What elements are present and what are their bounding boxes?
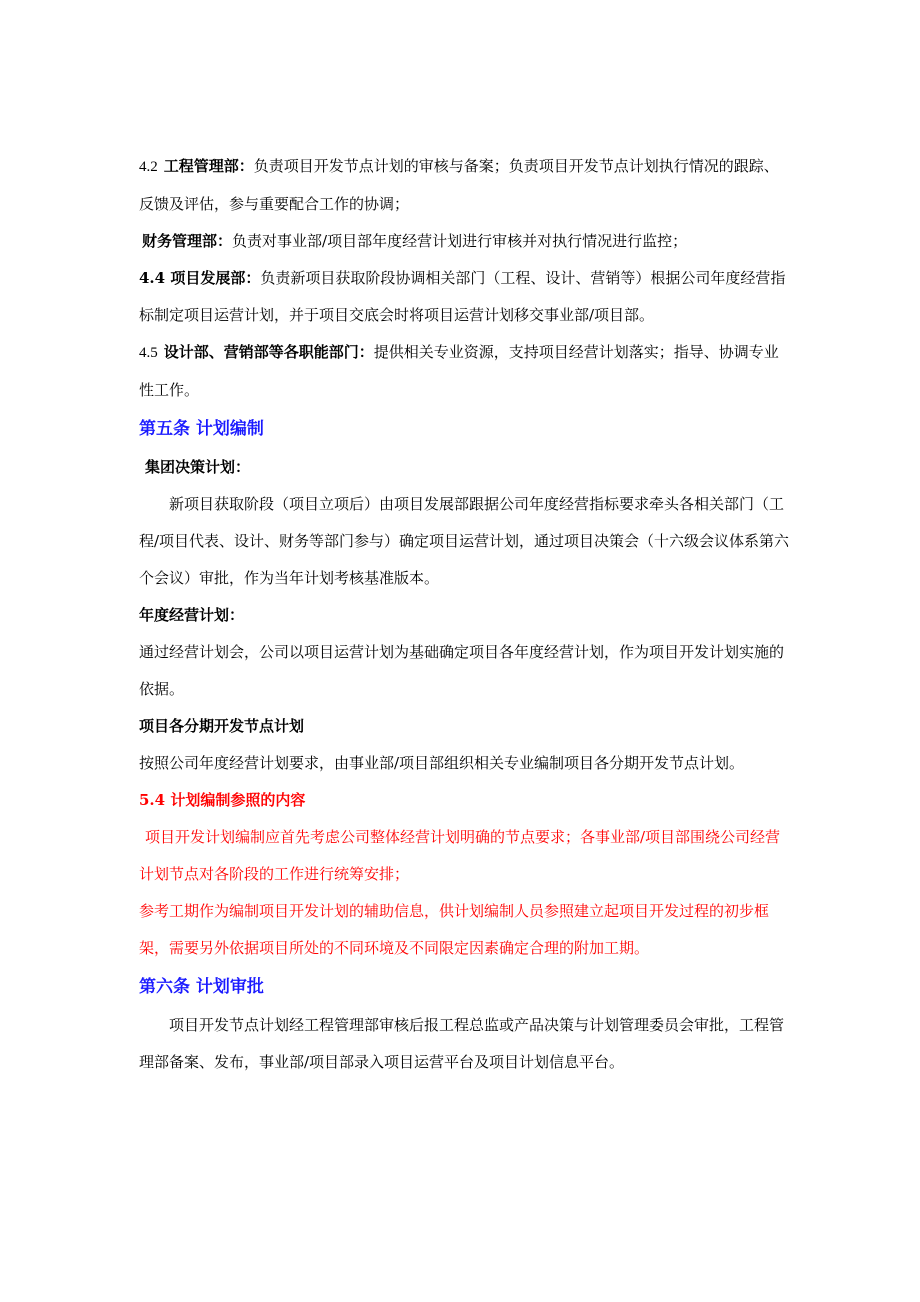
section-label: 工程管理部： xyxy=(163,157,254,175)
section-label: 财务管理部： xyxy=(142,232,233,250)
group-plan-label: 集团决策计划： xyxy=(145,458,251,476)
section-5-4-title: 5.4 计划编制参照的内容 xyxy=(139,791,306,809)
section-text: 提供相关专业资源，支持项目经营计划落实；指导、协调专业性工作。 xyxy=(139,343,779,399)
section-4-2 xyxy=(139,148,791,223)
section-4-5 xyxy=(139,334,791,409)
section-label: 4.4 项目发展部： xyxy=(139,269,261,287)
article-6-text: 项目开发节点计划经工程管理部审核后报工程总监或产品决策与计划管理委员会审批，工程管理部备案、发布，事业部/项目部录入项目运营平台及项目计划信息平台。 xyxy=(139,1016,785,1071)
section-label: 设计部、营销部等各职能部门： xyxy=(163,343,374,361)
section-text: 负责新项目获取阶段协调相关部门（工程、设计、营销等）根据公司年度经营指标制定项目运营计划，并于项目交底会时将项目运营计划移交事业部/项目部。 xyxy=(139,269,786,324)
annual-plan-label: 年度经营计划： xyxy=(139,606,245,624)
annual-plan-text: 通过经营计划会，公司以项目运营计划为基础确定项目各年度经营计划，作为项目开发计划实施的依据。 xyxy=(139,643,785,698)
article-6-title: 第六条 计划审批 xyxy=(139,977,264,997)
section-4-3 xyxy=(139,223,791,260)
section-number: 4.2 xyxy=(139,159,158,175)
stage-plan-text: 按照公司年度经营计划要求，由事业部/项目部组织相关专业编制项目各分期开发节点计划。 xyxy=(139,754,745,772)
section-5-4-para-1: 项目开发计划编制应首先考虑公司整体经营计划明确的节点要求；各事业部/项目部围绕公司经营计划节点对各阶段的工作进行统筹安排； xyxy=(139,828,781,883)
section-text: 负责项目开发节点计划的审核与备案；负责项目开发节点计划执行情况的跟踪、反馈及评估，参与重要配合工作的协调； xyxy=(139,157,779,213)
section-text: 负责对事业部/项目部年度经营计划进行审核并对执行情况进行监控； xyxy=(232,232,688,250)
section-number: 4.5 xyxy=(139,345,158,361)
section-5-4-para-2: 参考工期作为编制项目开发计划的辅助信息，供计划编制人员参照建立起项目开发过程的初步框架，需要另外依据项目所处的不同环境及不同限定因素确定合理的附加工期。 xyxy=(139,902,770,957)
article-5-title: 第五条 计划编制 xyxy=(139,419,264,439)
document-body xyxy=(139,148,791,1081)
stage-plan-label: 项目各分期开发节点计划 xyxy=(139,717,305,735)
group-plan-text: 新项目获取阶段（项目立项后）由项目发展部跟据公司年度经营指标要求牵头各相关部门（工程/项目代表、设计、财务等部门参与）确定项目运营计划，通过项目决策会（十六级会议体系第六个会议）审批，作为当年计划考核基准版本。 xyxy=(139,495,790,587)
section-4-4 xyxy=(139,260,791,334)
